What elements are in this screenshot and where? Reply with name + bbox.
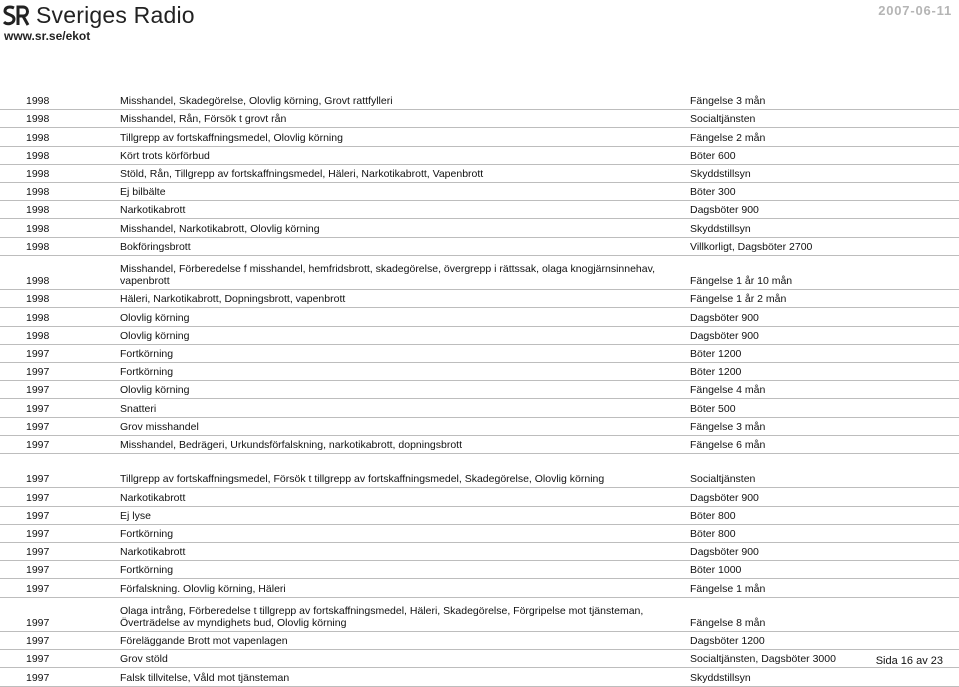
record-sentence: Fängelse 1 år 10 mån xyxy=(690,275,793,288)
table-row xyxy=(0,345,959,363)
record-offense: Förfalskning. Olovlig körning, Häleri xyxy=(120,582,286,595)
record-offense: Ej bilbälte xyxy=(120,186,166,199)
record-year: 1997 xyxy=(26,617,50,629)
record-offense: Misshandel, Rån, Försök t grovt rån xyxy=(120,113,287,126)
record-sentence: Böter 1200 xyxy=(690,366,742,379)
table-row xyxy=(0,668,959,686)
record-year: 1997 xyxy=(26,491,50,504)
record-sentence: Fängelse 6 mån xyxy=(690,438,766,451)
table-row xyxy=(0,92,959,110)
record-year: 1997 xyxy=(26,366,50,379)
record-year: 1997 xyxy=(26,438,50,451)
document-date: 2007-06-11 xyxy=(878,3,952,18)
record-year: 1998 xyxy=(26,131,50,144)
record-offense: Kört trots körförbud xyxy=(120,149,210,162)
record-sentence: Villkorligt, Dagsböter 2700 xyxy=(690,240,813,253)
table-row xyxy=(0,128,959,146)
record-offense: Fortkörning xyxy=(120,564,174,577)
record-year: 1997 xyxy=(26,635,50,648)
record-year: 1997 xyxy=(26,347,50,360)
record-offense: Tillgrepp av fortskaffningsmedel, Olovlig körning xyxy=(120,131,343,144)
table-row xyxy=(0,650,959,668)
table-row xyxy=(0,454,959,489)
table-row xyxy=(0,165,959,183)
table-row xyxy=(0,308,959,326)
record-sentence: Dagsböter 900 xyxy=(690,329,759,342)
record-sentence: Böter 500 xyxy=(690,402,736,415)
record-year: 1997 xyxy=(26,671,50,684)
record-offense: Fortkörning xyxy=(120,527,174,540)
table-row xyxy=(0,238,959,256)
table-row xyxy=(0,147,959,165)
table-row xyxy=(0,327,959,345)
table-row xyxy=(0,183,959,201)
record-year: 1997 xyxy=(26,473,50,486)
table-row xyxy=(0,290,959,308)
record-sentence: Böter 1000 xyxy=(690,564,742,577)
record-year: 1998 xyxy=(26,293,50,306)
record-offense: Snatteri xyxy=(120,402,157,415)
record-offense: Grov stöld xyxy=(120,653,168,666)
record-year: 1998 xyxy=(26,113,50,126)
record-offense: Misshandel, Skadegörelse, Olovlig körning, Grovt rattfylleri xyxy=(120,95,393,108)
record-offense: Misshandel, Narkotikabrott, Olovlig körning xyxy=(120,222,320,235)
page-number: Sida 16 av 23 xyxy=(875,655,943,667)
page-header xyxy=(0,0,959,48)
record-offense: Bokföringsbrott xyxy=(120,240,191,253)
record-offense: Olaga intrång, Förberedelse t tillgrepp av fortskaffningsmedel, Häleri, Skadegörelse, Förgripelse mot tjänsteman, Överträdelse av myndighets bud, Olovlig körning xyxy=(120,605,644,629)
record-offense: Narkotikabrott xyxy=(120,491,186,504)
record-offense: Föreläggande Brott mot vapenlagen xyxy=(120,635,288,648)
record-sentence: Skyddstillsyn xyxy=(690,222,751,235)
record-sentence: Böter 300 xyxy=(690,186,736,199)
record-year: 1997 xyxy=(26,509,50,522)
record-sentence: Böter 800 xyxy=(690,527,736,540)
table-row xyxy=(0,201,959,219)
record-offense: Misshandel, Förberedelse f misshandel, hemfridsbrott, skadegörelse, övergrepp i rättssak, olaga knogjärnsinnehav, vapenbrott xyxy=(120,263,656,288)
table-row xyxy=(0,632,959,650)
record-sentence: Socialtjänsten xyxy=(690,473,756,486)
table-row xyxy=(0,488,959,506)
record-sentence: Skyddstillsyn xyxy=(690,671,751,684)
record-sentence: Fängelse 1 år 2 mån xyxy=(690,293,787,306)
records-table xyxy=(0,92,959,687)
site-url: www.sr.se/ekot xyxy=(4,29,91,43)
record-sentence: Socialtjänsten, Dagsböter 3000 xyxy=(690,653,836,666)
record-sentence: Skyddstillsyn xyxy=(690,167,751,180)
record-year: 1998 xyxy=(26,149,50,162)
record-sentence: Dagsböter 1200 xyxy=(690,635,765,648)
record-offense: Narkotikabrott xyxy=(120,546,186,559)
table-row xyxy=(0,219,959,237)
record-sentence: Socialtjänsten xyxy=(690,113,756,126)
record-sentence: Fängelse 1 mån xyxy=(690,582,766,595)
table-row xyxy=(0,507,959,525)
table-row xyxy=(0,598,959,633)
table-row xyxy=(0,110,959,128)
record-year: 1998 xyxy=(26,186,50,199)
record-offense: Grov misshandel xyxy=(120,420,199,433)
table-row xyxy=(0,561,959,579)
table-row xyxy=(0,256,959,291)
record-sentence: Fängelse 8 mån xyxy=(690,617,766,629)
record-offense: Stöld, Rån, Tillgrepp av fortskaffningsmedel, Häleri, Narkotikabrott, Vapenbrott xyxy=(120,167,484,180)
record-year: 1998 xyxy=(26,240,50,253)
record-year: 1998 xyxy=(26,204,50,217)
record-sentence: Fängelse 4 mån xyxy=(690,384,766,397)
sr-logo-icon xyxy=(3,5,30,27)
brand-name: Sveriges Radio xyxy=(36,2,195,28)
table-row xyxy=(0,525,959,543)
record-sentence: Böter 1200 xyxy=(690,347,742,360)
table-row xyxy=(0,363,959,381)
record-sentence: Fängelse 2 mån xyxy=(690,131,766,144)
record-year: 1998 xyxy=(26,95,50,108)
record-year: 1997 xyxy=(26,582,50,595)
record-year: 1997 xyxy=(26,653,50,666)
record-year: 1998 xyxy=(26,329,50,342)
record-year: 1997 xyxy=(26,546,50,559)
table-row xyxy=(0,436,959,454)
record-offense: Häleri, Narkotikabrott, Dopningsbrott, vapenbrott xyxy=(120,293,346,306)
record-sentence: Dagsböter 900 xyxy=(690,491,759,504)
record-year: 1997 xyxy=(26,384,50,397)
record-offense: Olovlig körning xyxy=(120,329,190,342)
record-year: 1997 xyxy=(26,420,50,433)
record-offense: Fortkörning xyxy=(120,366,174,379)
record-offense: Falsk tillvitelse, Våld mot tjänsteman xyxy=(120,671,290,684)
record-year: 1997 xyxy=(26,564,50,577)
table-row xyxy=(0,543,959,561)
record-year: 1998 xyxy=(26,222,50,235)
record-sentence: Dagsböter 900 xyxy=(690,311,759,324)
record-offense: Tillgrepp av fortskaffningsmedel, Försök t tillgrepp av fortskaffningsmedel, Skadegörelse, Olovlig körning xyxy=(120,473,605,486)
record-year: 1998 xyxy=(26,275,50,288)
record-sentence: Böter 800 xyxy=(690,509,736,522)
record-year: 1998 xyxy=(26,167,50,180)
record-sentence: Dagsböter 900 xyxy=(690,204,759,217)
record-sentence: Dagsböter 900 xyxy=(690,546,759,559)
record-offense: Misshandel, Bedrägeri, Urkundsförfalskning, narkotikabrott, dopningsbrott xyxy=(120,438,463,451)
record-year: 1997 xyxy=(26,527,50,540)
sveriges-radio-logo xyxy=(3,2,195,29)
table-row xyxy=(0,579,959,597)
table-row xyxy=(0,381,959,399)
record-offense: Ej lyse xyxy=(120,509,151,522)
table-row xyxy=(0,418,959,436)
record-year: 1998 xyxy=(26,311,50,324)
record-sentence: Fängelse 3 mån xyxy=(690,420,766,433)
record-year: 1997 xyxy=(26,402,50,415)
record-offense: Narkotikabrott xyxy=(120,204,186,217)
record-sentence: Böter 600 xyxy=(690,149,736,162)
record-offense: Fortkörning xyxy=(120,347,174,360)
table-row xyxy=(0,399,959,417)
record-offense: Olovlig körning xyxy=(120,384,190,397)
record-sentence: Fängelse 3 mån xyxy=(690,95,766,108)
record-offense: Olovlig körning xyxy=(120,311,190,324)
